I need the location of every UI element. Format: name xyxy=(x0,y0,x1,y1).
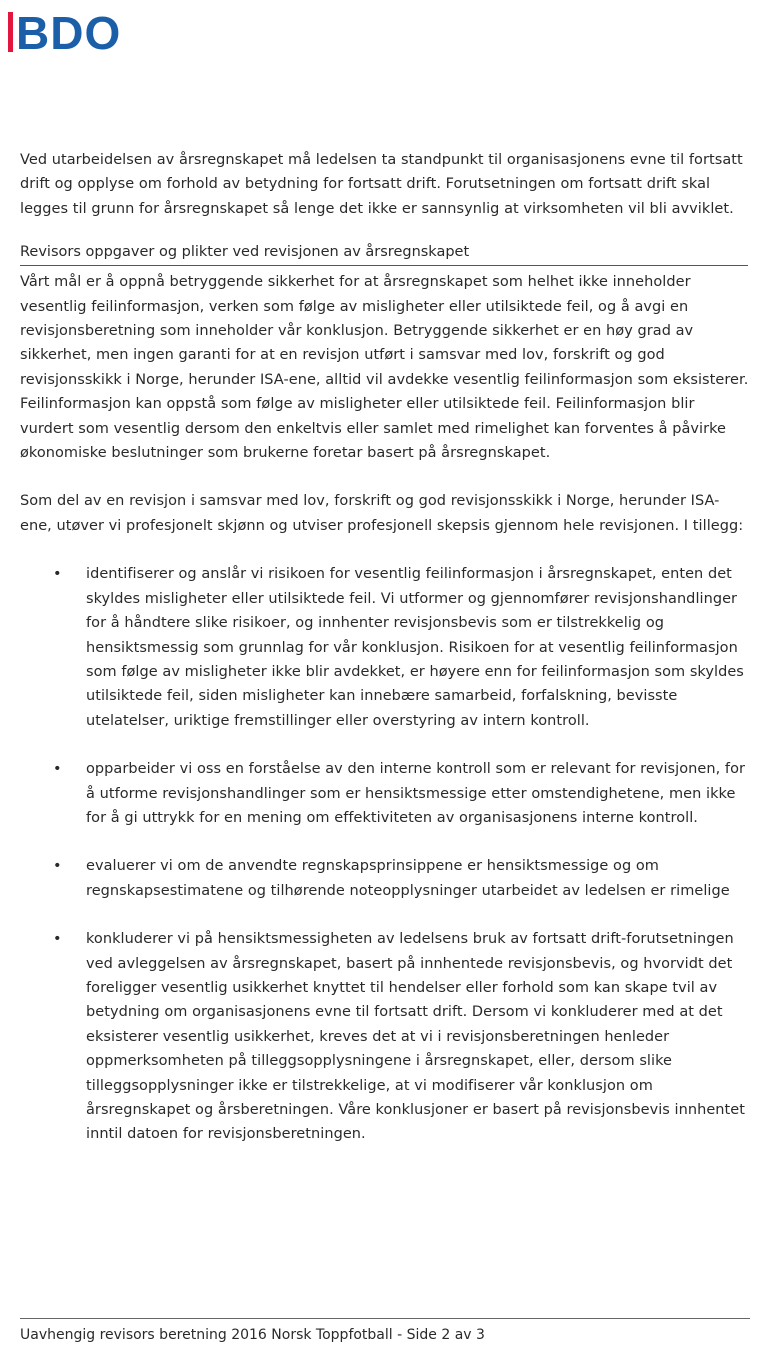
bullet-text: identifiserer og anslår vi risikoen for vesentlig feilinformasjon i årsregnskapet, enten det skyldes misligheter eller utilsiktede feil. Vi utformer og gjennomfører revisjonshandlinger for å håndtere slike risikoer, og innhenter revisjonsbevis som er tilstrekkelig og hensiktsmessig som grunnlag for vår konklusjon. Risikoen for at vesentlig feilinformasjon som følge av misligheter ikke blir avdekket, er høyere enn for feilinformasjon som skyldes utilsiktede feil, siden misligheter kan innebære samarbeid, forfalskning, bevisste utelatelser, uriktige fremstillinger eller overstyring av intern kontroll. xyxy=(86,566,744,729)
paragraph-fortsatt-drift: Ved utarbeidelsen av årsregnskapet må ledelsen ta standpunkt til organisasjonens evne til fortsatt drift og opplyse om forhold av betydning for fortsatt drift. Forutsetningen om fortsatt drift skal legges til grunn for årsregnskapet så lenge det ikke er sannsynlig at virksomheten vil bli avviklet. xyxy=(20,152,743,217)
list-item xyxy=(20,927,750,1147)
bdo-logo xyxy=(8,8,178,58)
bullet-list xyxy=(20,562,750,1147)
logo-text: BDO xyxy=(16,7,122,59)
paragraph-revisors-maal: Vårt mål er å oppnå betryggende sikkerhet for at årsregnskapet som helhet ikke inneholder vesentlig feilinformasjon, verken som følge av misligheter eller utilsiktede feil, og å avgi en revisjonsberetning som inneholder vår konklusjon. Betryggende sikkerhet er en høy grad av sikkerhet, men ingen garanti for at en revisjon utført i samsvar med lov, forskrift og god revisjonsskikk i Norge, herunder ISA-ene, alltid vil avdekke vesentlig feilinformasjon som eksisterer. Feilinformasjon kan oppstå som følge av misligheter eller utilsiktede feil. Feilinformasjon blir vurdert som vesentlig dersom den enkeltvis eller samlet med rimelighet kan forventes å påvirke økonomiske beslutninger som brukerne foretar basert på årsregnskapet. xyxy=(20,274,749,462)
bullet-marker: • xyxy=(53,931,62,948)
page-footer: Uavhengig revisors beretning 2016 Norsk Toppfotball - Side 2 av 3 xyxy=(20,1318,750,1345)
bullet-marker: • xyxy=(53,858,62,875)
list-item xyxy=(20,757,750,830)
paragraph-isa-intro: Som del av en revisjon i samsvar med lov, forskrift og god revisjonsskikk i Norge, herunder ISA-ene, utøver vi profesjonelt skjønn og utviser profesjonell skepsis gjennom hele revisjonen. I tillegg: xyxy=(20,493,744,534)
bullet-text: konkluderer vi på hensiktsmessigheten av ledelsens bruk av fortsatt drift-forutsetningen ved avleggelsen av årsregnskapet, basert på innhentede revisjonsbevis, og hvorvidt det foreligger vesentlig usikkerhet knyttet til hendelser eller forhold som kan skape tvil av betydning om organisasjonens evne til fortsatt drift. Dersom vi konkluderer med at det eksisterer vesentlig usikkerhet, kreves det at vi i revisjonsberetningen henleder oppmerksomheten på tilleggsopplysningene i årsregnskapet, eller, dersom slike tilleggsopplysninger ikke er tilstrekkelige, at vi modifiserer vår konklusjon om årsregnskapet og årsberetningen. Våre konklusjoner er basert på revisjonsbevis innhentet inntil datoen for revisjonsberetningen. xyxy=(86,931,745,1143)
logo-red-bar xyxy=(8,12,13,52)
bullet-text: evaluerer vi om de anvendte regnskapsprinsippene er hensiktsmessige og om regnskapsestimatene og tilhørende noteopplysninger utarbeidet av ledelsen er rimelige xyxy=(86,858,730,899)
section-heading: Revisors oppgaver og plikter ved revisjonen av årsregnskapet xyxy=(20,241,748,266)
bullet-marker: • xyxy=(53,566,62,583)
list-item xyxy=(20,562,750,733)
document-body xyxy=(20,148,750,1171)
bullet-marker: • xyxy=(53,761,62,778)
bullet-text: opparbeider vi oss en forståelse av den interne kontroll som er relevant for revisjonen, for å utforme revisjonshandlinger som er hensiktsmessige etter omstendighetene, men ikke for å gi uttrykk for en mening om effektiviteten av organisasjonens interne kontroll. xyxy=(86,761,746,826)
list-item xyxy=(20,854,750,903)
